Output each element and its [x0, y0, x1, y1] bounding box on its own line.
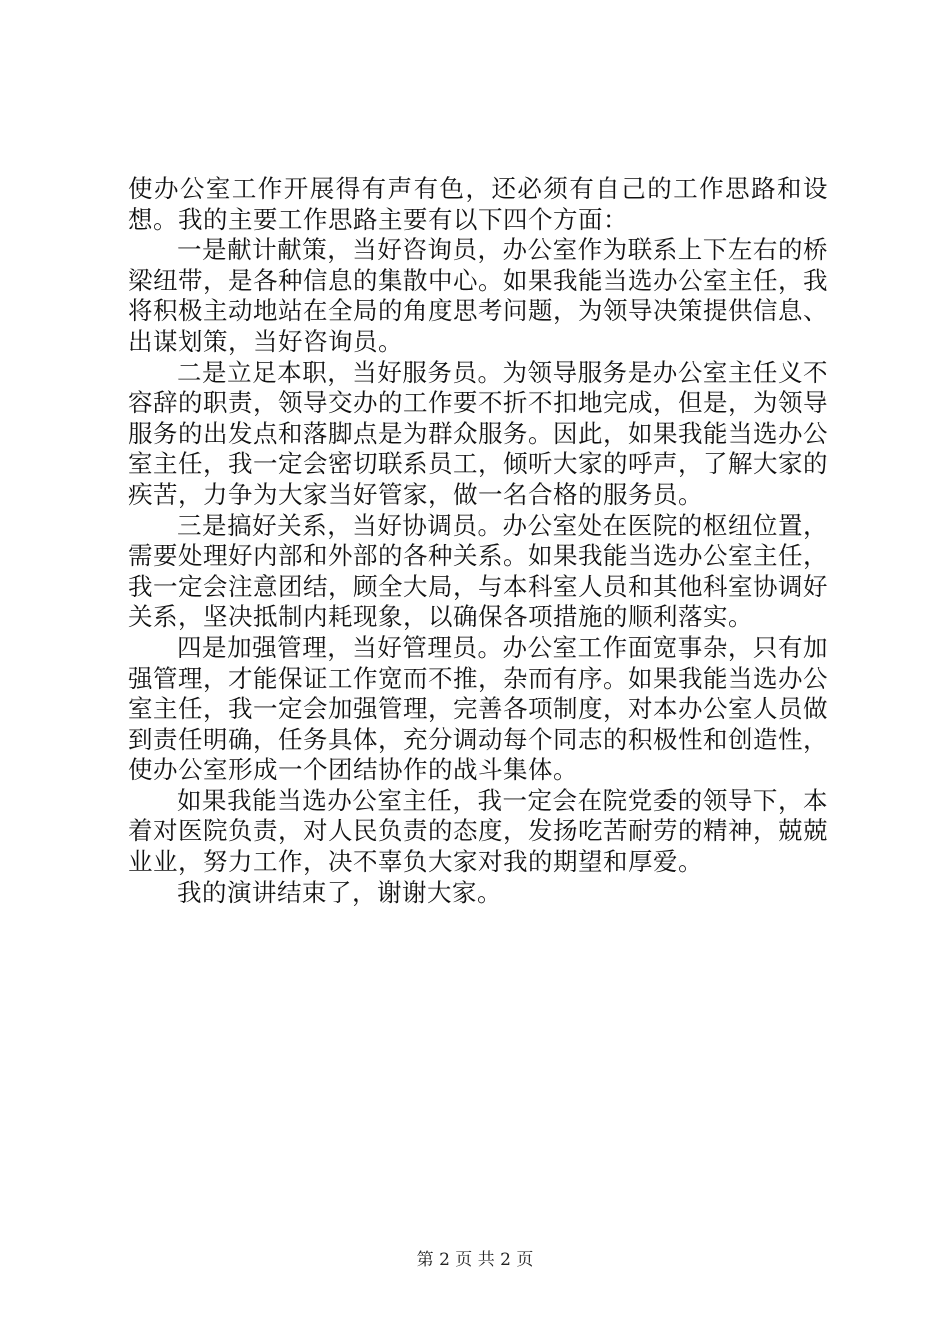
paragraph-intro: 使办公室工作开展得有声有色，还必须有自己的工作思路和设想。我的主要工作思路主要有以下四个方面：	[128, 174, 828, 234]
paragraph-point-two: 二是立足本职，当好服务员。为领导服务是办公室主任义不容辞的职责，领导交办的工作要不折不扣地完成，但是，为领导服务的出发点和落脚点是为群众服务。因此，如果我能当选办公室主任，我一定会密切联系员工，倾听大家的呼声，了解大家的疾苦，力争为大家当好管家，做一名合格的服务员。	[128, 357, 828, 509]
paragraph-point-three: 三是搞好关系，当好协调员。办公室处在医院的枢纽位置，需要处理好内部和外部的各种关系。如果我能当选办公室主任，我一定会注意团结，顾全大局，与本科室人员和其他科室协调好关系，坚决抵制内耗现象，以确保各项措施的顺利落实。	[128, 510, 828, 632]
paragraph-point-four: 四是加强管理，当好管理员。办公室工作面宽事杂，只有加强管理，才能保证工作宽而不推，杂而有序。如果我能当选办公室主任，我一定会加强管理，完善各项制度，对本办公室人员做到责任明确，任务具体，充分调动每个同志的积极性和创造性，使办公室形成一个团结协作的战斗集体。	[128, 632, 828, 785]
page-footer: 第 2 页 共 2 页	[416, 1250, 534, 1270]
paragraph-point-one: 一是献计献策，当好咨询员，办公室作为联系上下左右的桥梁纽带，是各种信息的集散中心。如果我能当选办公室主任，我将积极主动地站在全局的角度思考问题，为领导决策提供信息、出谋划策，当好咨询员。	[128, 235, 828, 356]
paragraph-commitment: 如果我能当选办公室主任，我一定会在院党委的领导下，本着对医院负责，对人民负责的态度，发扬吃苦耐劳的精神，兢兢业业，努力工作，决不辜负大家对我的期望和厚爱。	[128, 785, 828, 877]
document-body	[128, 174, 828, 908]
paragraph-closing: 我的演讲结束了，谢谢大家。	[177, 877, 502, 907]
